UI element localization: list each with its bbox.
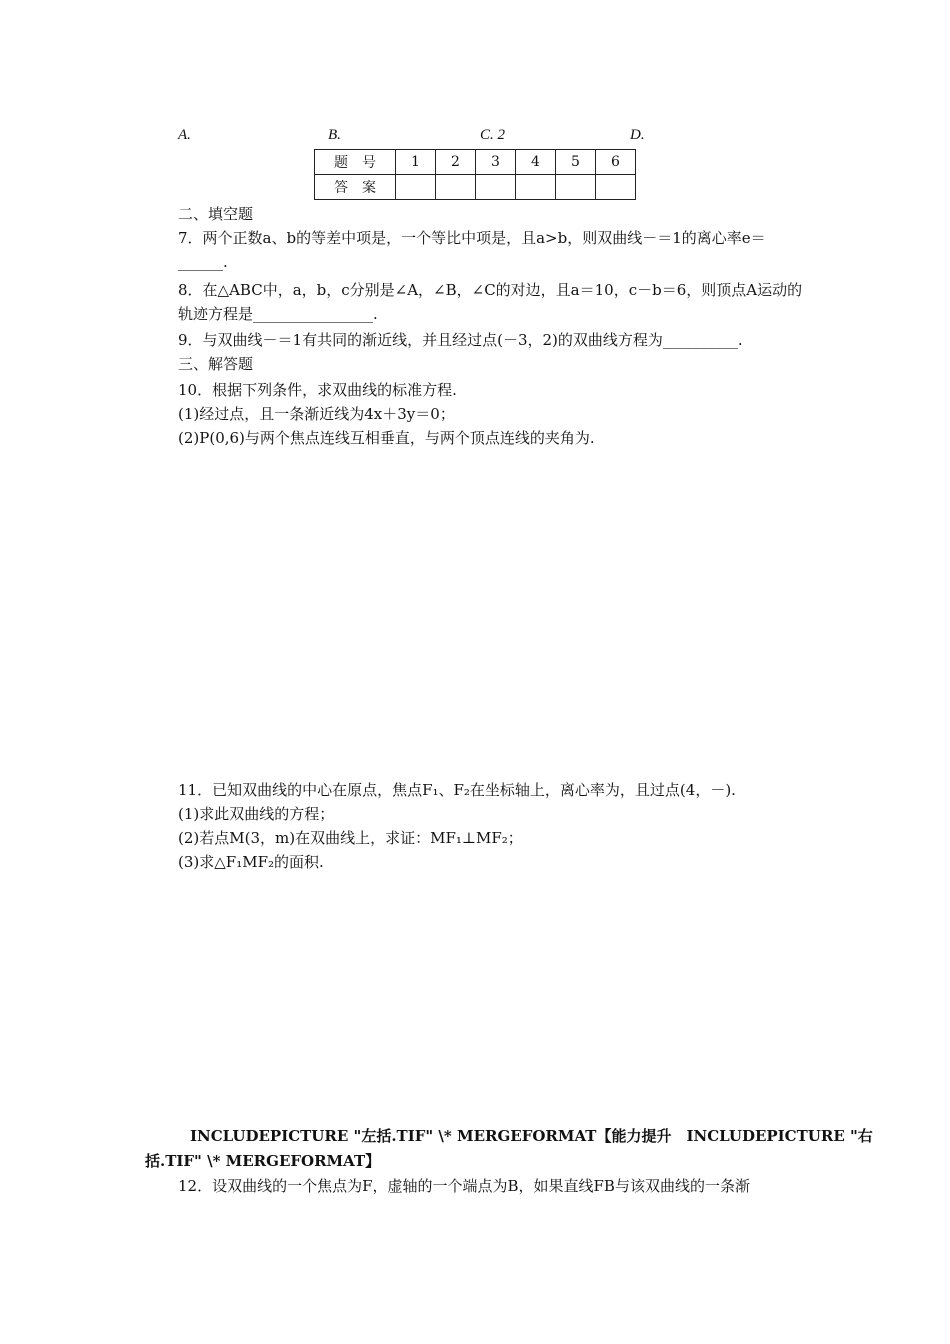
table-header-number: 题 号 <box>315 150 396 175</box>
question-10-stem: 10．根据下列条件，求双曲线的标准方程. <box>178 381 457 399</box>
answer-cell[interactable] <box>516 175 556 200</box>
question-7-line2: ______. <box>178 253 228 271</box>
table-row <box>315 150 636 175</box>
answer-cell[interactable] <box>436 175 476 200</box>
question-11-stem: 11．已知双曲线的中心在原点，焦点F₁、F₂在坐标轴上，离心率为，且过点(4，－). <box>178 781 736 799</box>
section-title-fill: 二、填空题 <box>178 205 254 223</box>
answer-cell[interactable] <box>596 175 636 200</box>
table-cell-number: 5 <box>556 150 596 175</box>
answer-table <box>314 149 636 200</box>
answer-cell[interactable] <box>476 175 516 200</box>
question-10-part2: (2)P(0,6)与两个焦点连线互相垂直，与两个顶点连线的夹角为. <box>178 429 595 447</box>
question-10-part1: (1)经过点，且一条渐近线为4x＋3y＝0； <box>178 405 455 423</box>
question-8-line1: 8．在△ABC中，a，b，c分别是∠A，∠B，∠C的对边，且a＝10，c－b＝6，则顶点A运动的 <box>178 281 803 299</box>
option-c: C. 2 <box>480 127 506 143</box>
table-cell-number: 2 <box>436 150 476 175</box>
table-row <box>315 175 636 200</box>
question-12: 12．设双曲线的一个焦点为F，虚轴的一个端点为B，如果直线FB与该双曲线的一条渐 <box>178 1177 750 1195</box>
option-d: D. <box>630 127 645 143</box>
table-cell-number: 4 <box>516 150 556 175</box>
question-8-line2: 轨迹方程是________________. <box>178 305 378 323</box>
table-header-answer: 答 案 <box>315 175 396 200</box>
question-11-part1: (1)求此双曲线的方程； <box>178 805 335 823</box>
section-title-solve: 三、解答题 <box>178 355 254 373</box>
answer-cell[interactable] <box>556 175 596 200</box>
question-9: 9．与双曲线－＝1有共同的渐近线，并且经过点(－3，2)的双曲线方程为__________. <box>178 331 743 349</box>
question-7-line1: 7．两个正数a、b的等差中项是，一个等比中项是，且a>b，则双曲线－＝1的离心率e＝ <box>178 229 766 247</box>
question-11-part3: (3)求△F₁MF₂的面积. <box>178 853 324 871</box>
table-cell-number: 1 <box>396 150 436 175</box>
ability-heading-line2: 括.TIF" \* MERGEFORMAT】 <box>145 1152 381 1170</box>
table-cell-number: 3 <box>476 150 516 175</box>
answer-cell[interactable] <box>396 175 436 200</box>
ability-heading-line1: INCLUDEPICTURE "左括.TIF" \* MERGEFORMAT【能力提升 INCLUDEPICTURE "右 <box>190 1127 873 1145</box>
option-b: B. <box>328 127 341 143</box>
table-cell-number: 6 <box>596 150 636 175</box>
option-a: A. <box>178 127 191 143</box>
question-11-part2: (2)若点M(3，m)在双曲线上，求证：MF₁⊥MF₂； <box>178 829 523 847</box>
